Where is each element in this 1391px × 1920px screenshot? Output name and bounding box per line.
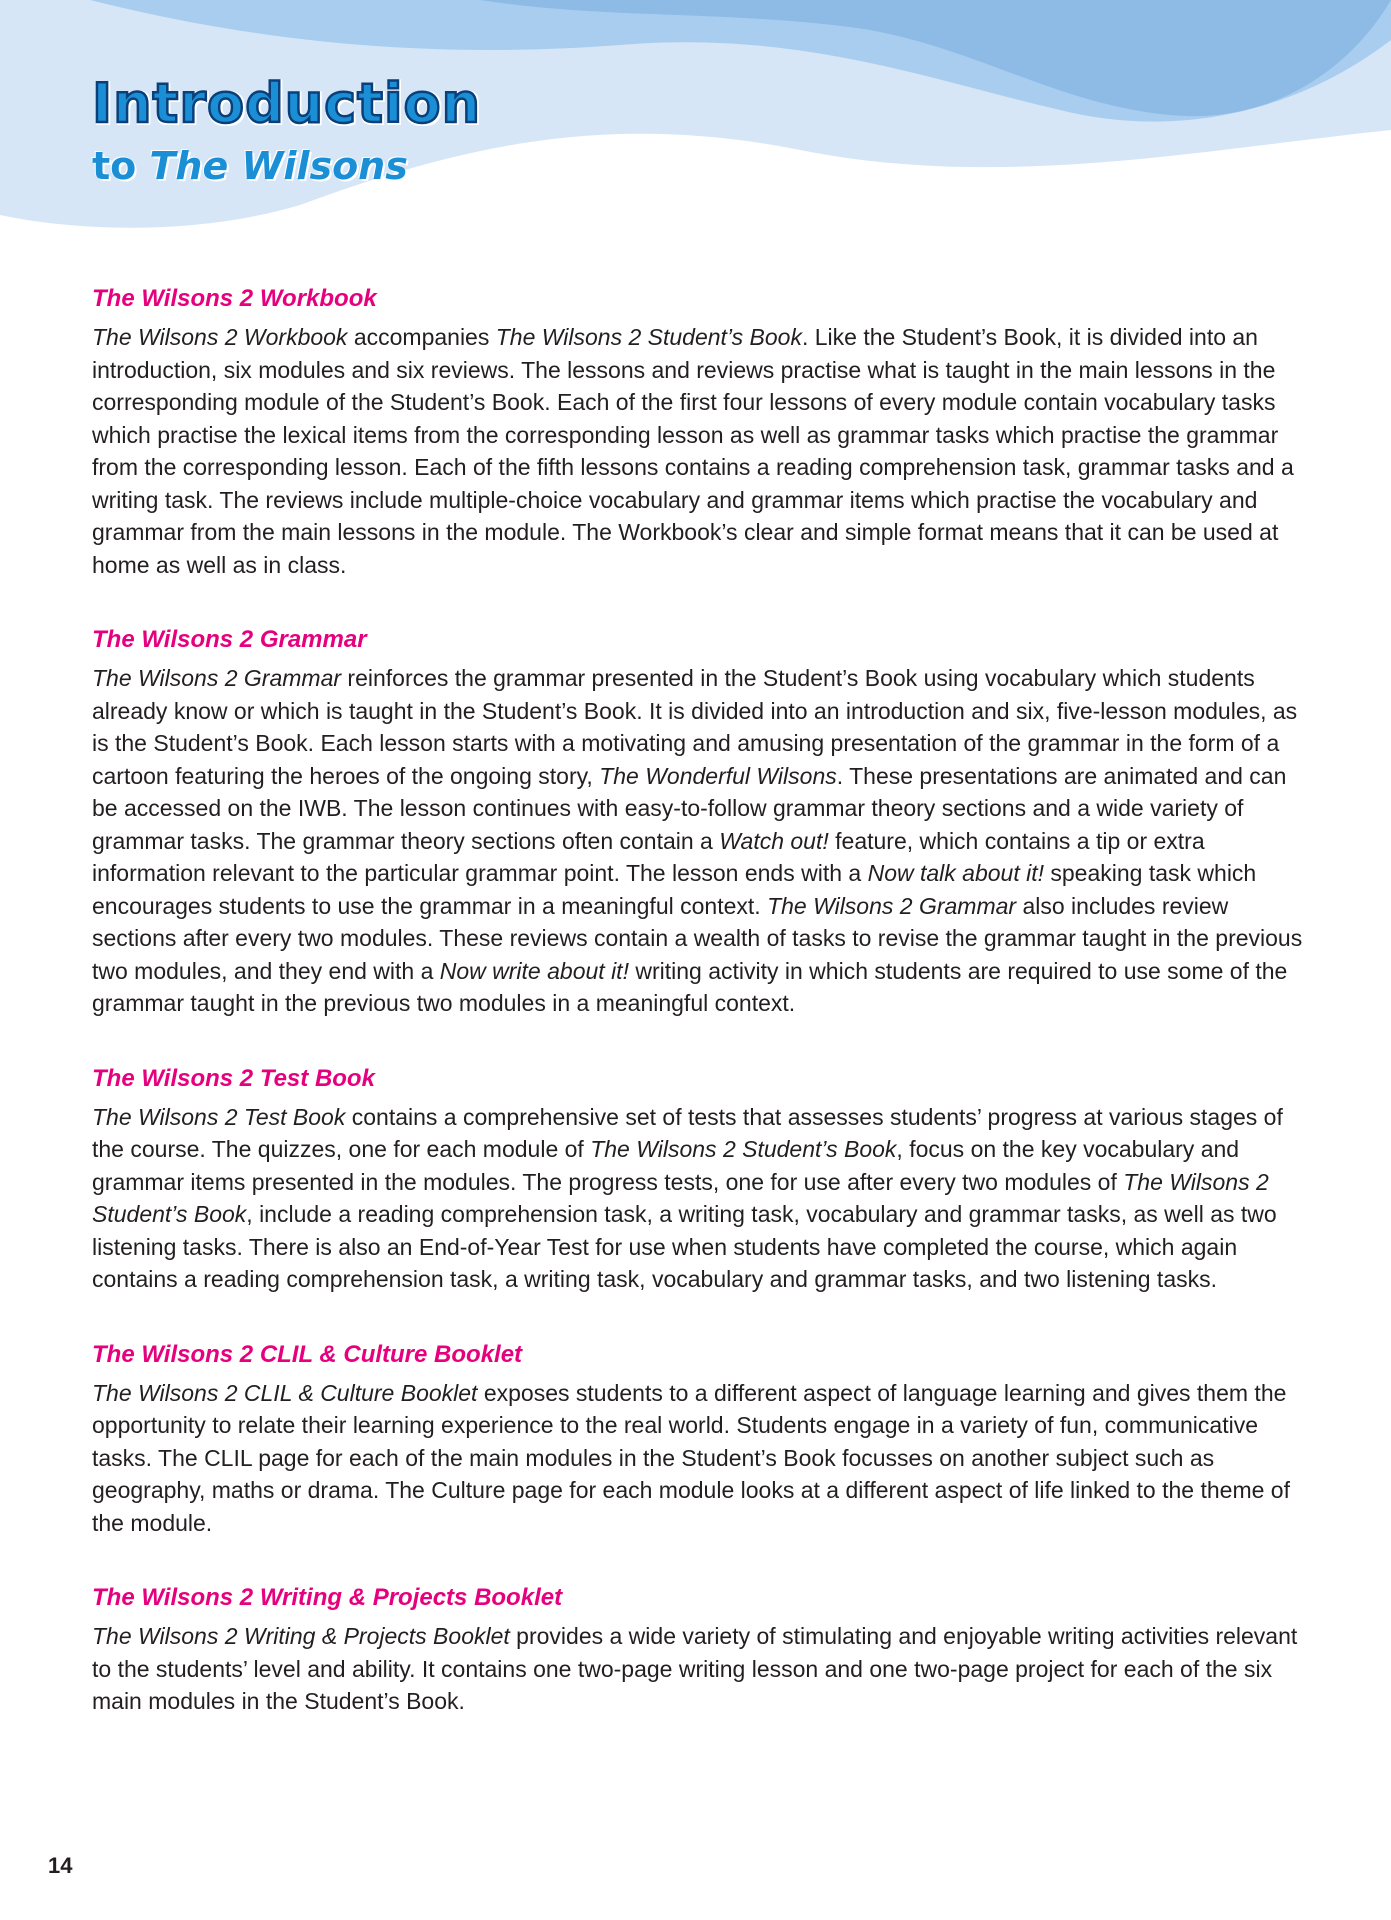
section-body	[92, 1101, 1307, 1296]
page-title: Introduction	[92, 72, 482, 135]
body-text: accompanies	[347, 324, 496, 350]
body-text: contains a comprehensive set of tests that assesses students’ progress at various stages of the course. The quizzes, one for each module of	[92, 1103, 1283, 1162]
body-text: exposes students to a different aspect of language learning and gives them the opportunity to relate their learning experience to the real world. Students engage in a variety of fun, communicative tasks. The CLIL page for each of the main modules in the Student’s Book focusses on another subject such as geography, maths or drama. The Culture page for each module looks at a different aspect of life linked to the theme of the module.	[92, 1379, 1290, 1536]
section-grammar	[92, 625, 1307, 1020]
page-subtitle	[92, 142, 481, 190]
body-text: provides a wide variety of stimulating and enjoyable writing activities relevant to the students’ level and ability. It contains one two-page writing lesson and one two-page project for each of the six main modules in the Student’s Book.	[92, 1623, 1298, 1714]
section-body	[92, 662, 1307, 1020]
body-text: , focus on the key vocabulary and grammar items presented in the modules. The progress tests, one for use after every two modules of	[92, 1136, 1240, 1195]
section-test-book	[92, 1064, 1307, 1296]
body-text: speaking task which encourages students to use the grammar in a meaningful context.	[92, 860, 1257, 919]
book-title-italic: The Wilsons 2 Test Book	[92, 1103, 346, 1130]
feature-name-italic: Watch out!	[719, 827, 829, 854]
body-text: . These presentations are animated and can be accessed on the IWB. The lesson continues with easy-to-follow grammar theory sections and a wide variety of grammar tasks. The grammar theory sections often contain a	[92, 762, 1287, 854]
section-heading: The Wilsons 2 Workbook	[92, 285, 377, 312]
body-text: writing activity in which students are required to use some of the grammar taught in the previous two modules in a meaningful context.	[92, 957, 1288, 1016]
book-title-italic: The Wilsons 2 Workbook	[92, 324, 348, 350]
body-text: reinforces the grammar presented in the Student’s Book using vocabulary which students already know or which is taught in the Student’s Book. It is divided into an introduction and six, five-lesson modules, as is the Student’s Book. Each lesson starts with a motivating and amusing presentation of the grammar in the form of a cartoon featuring the heroes of the ongoing story,	[92, 665, 1298, 789]
book-title-italic: The Wilsons 2 Grammar	[92, 665, 342, 691]
page-number: 14	[48, 1853, 73, 1878]
section-clil-culture	[92, 1340, 1307, 1540]
story-title-italic: The Wonderful Wilsons	[599, 762, 837, 789]
page-header	[92, 72, 481, 190]
section-writing-projects	[92, 1583, 1307, 1718]
section-workbook	[92, 284, 1307, 581]
section-heading: The Wilsons 2 Grammar	[92, 626, 367, 653]
feature-name-italic: Now write about it!	[439, 957, 629, 984]
book-title-italic: The Wilsons 2 Grammar	[767, 892, 1017, 919]
body-text: . Like the Student’s Book, it is divided into an introduction, six modules and six reviews. The lessons and reviews practise what is taught in the main lessons in the corresponding module of the Student’s Book. Each of the first four lessons of every module contain vocabulary tasks which practise the lexical items from the corresponding lesson as well as grammar tasks which practise the grammar from the corresponding lesson. Each of the fifth lessons contains a reading comprehension task, grammar tasks and a writing task. The reviews include multiple-choice vocabulary and grammar items which practise the vocabulary and grammar from the main lessons in the module. The Workbook’s clear and simple format means that it can be used at home as well as in class.	[92, 324, 1294, 578]
book-title-italic: The Wilsons 2 Student’s Book	[495, 324, 802, 350]
body-text: also includes review sections after every two modules. These reviews contain a wealth of tasks to revise the grammar taught in the previous two modules, and they end with a	[92, 892, 1303, 984]
section-heading: The Wilsons 2 Writing & Projects Booklet	[92, 1584, 563, 1611]
section-body	[92, 1620, 1307, 1718]
book-title-italic: The Wilsons 2 Writing & Projects Booklet	[92, 1623, 510, 1649]
book-title-italic: The Wilsons 2 CLIL & Culture Booklet	[92, 1379, 478, 1406]
book-title-italic: The Wilsons 2 Student’s Book	[590, 1136, 897, 1162]
subtitle-prefix: to	[92, 144, 150, 188]
main-content	[92, 284, 1307, 1762]
book-title-italic: The Wilsons 2 Student’s Book	[92, 1168, 1269, 1227]
feature-name-italic: Now talk about it!	[867, 860, 1044, 886]
section-heading: The Wilsons 2 CLIL & Culture Booklet	[92, 1340, 523, 1368]
section-body	[92, 321, 1307, 581]
body-text: , include a reading comprehension task, a writing task, vocabulary and grammar tasks, as well as two listening tasks. There is also an End-of-Year Test for use when students have completed the course, which again contains a reading comprehension task, a writing task, vocabulary and grammar tasks, and two listening tasks.	[92, 1201, 1277, 1292]
section-body	[92, 1377, 1307, 1540]
subtitle-series-name: The Wilsons	[149, 144, 408, 188]
section-heading: The Wilsons 2 Test Book	[92, 1064, 375, 1092]
body-text: feature, which contains a tip or extra information relevant to the particular grammar point. The lesson ends with a	[92, 827, 1205, 886]
